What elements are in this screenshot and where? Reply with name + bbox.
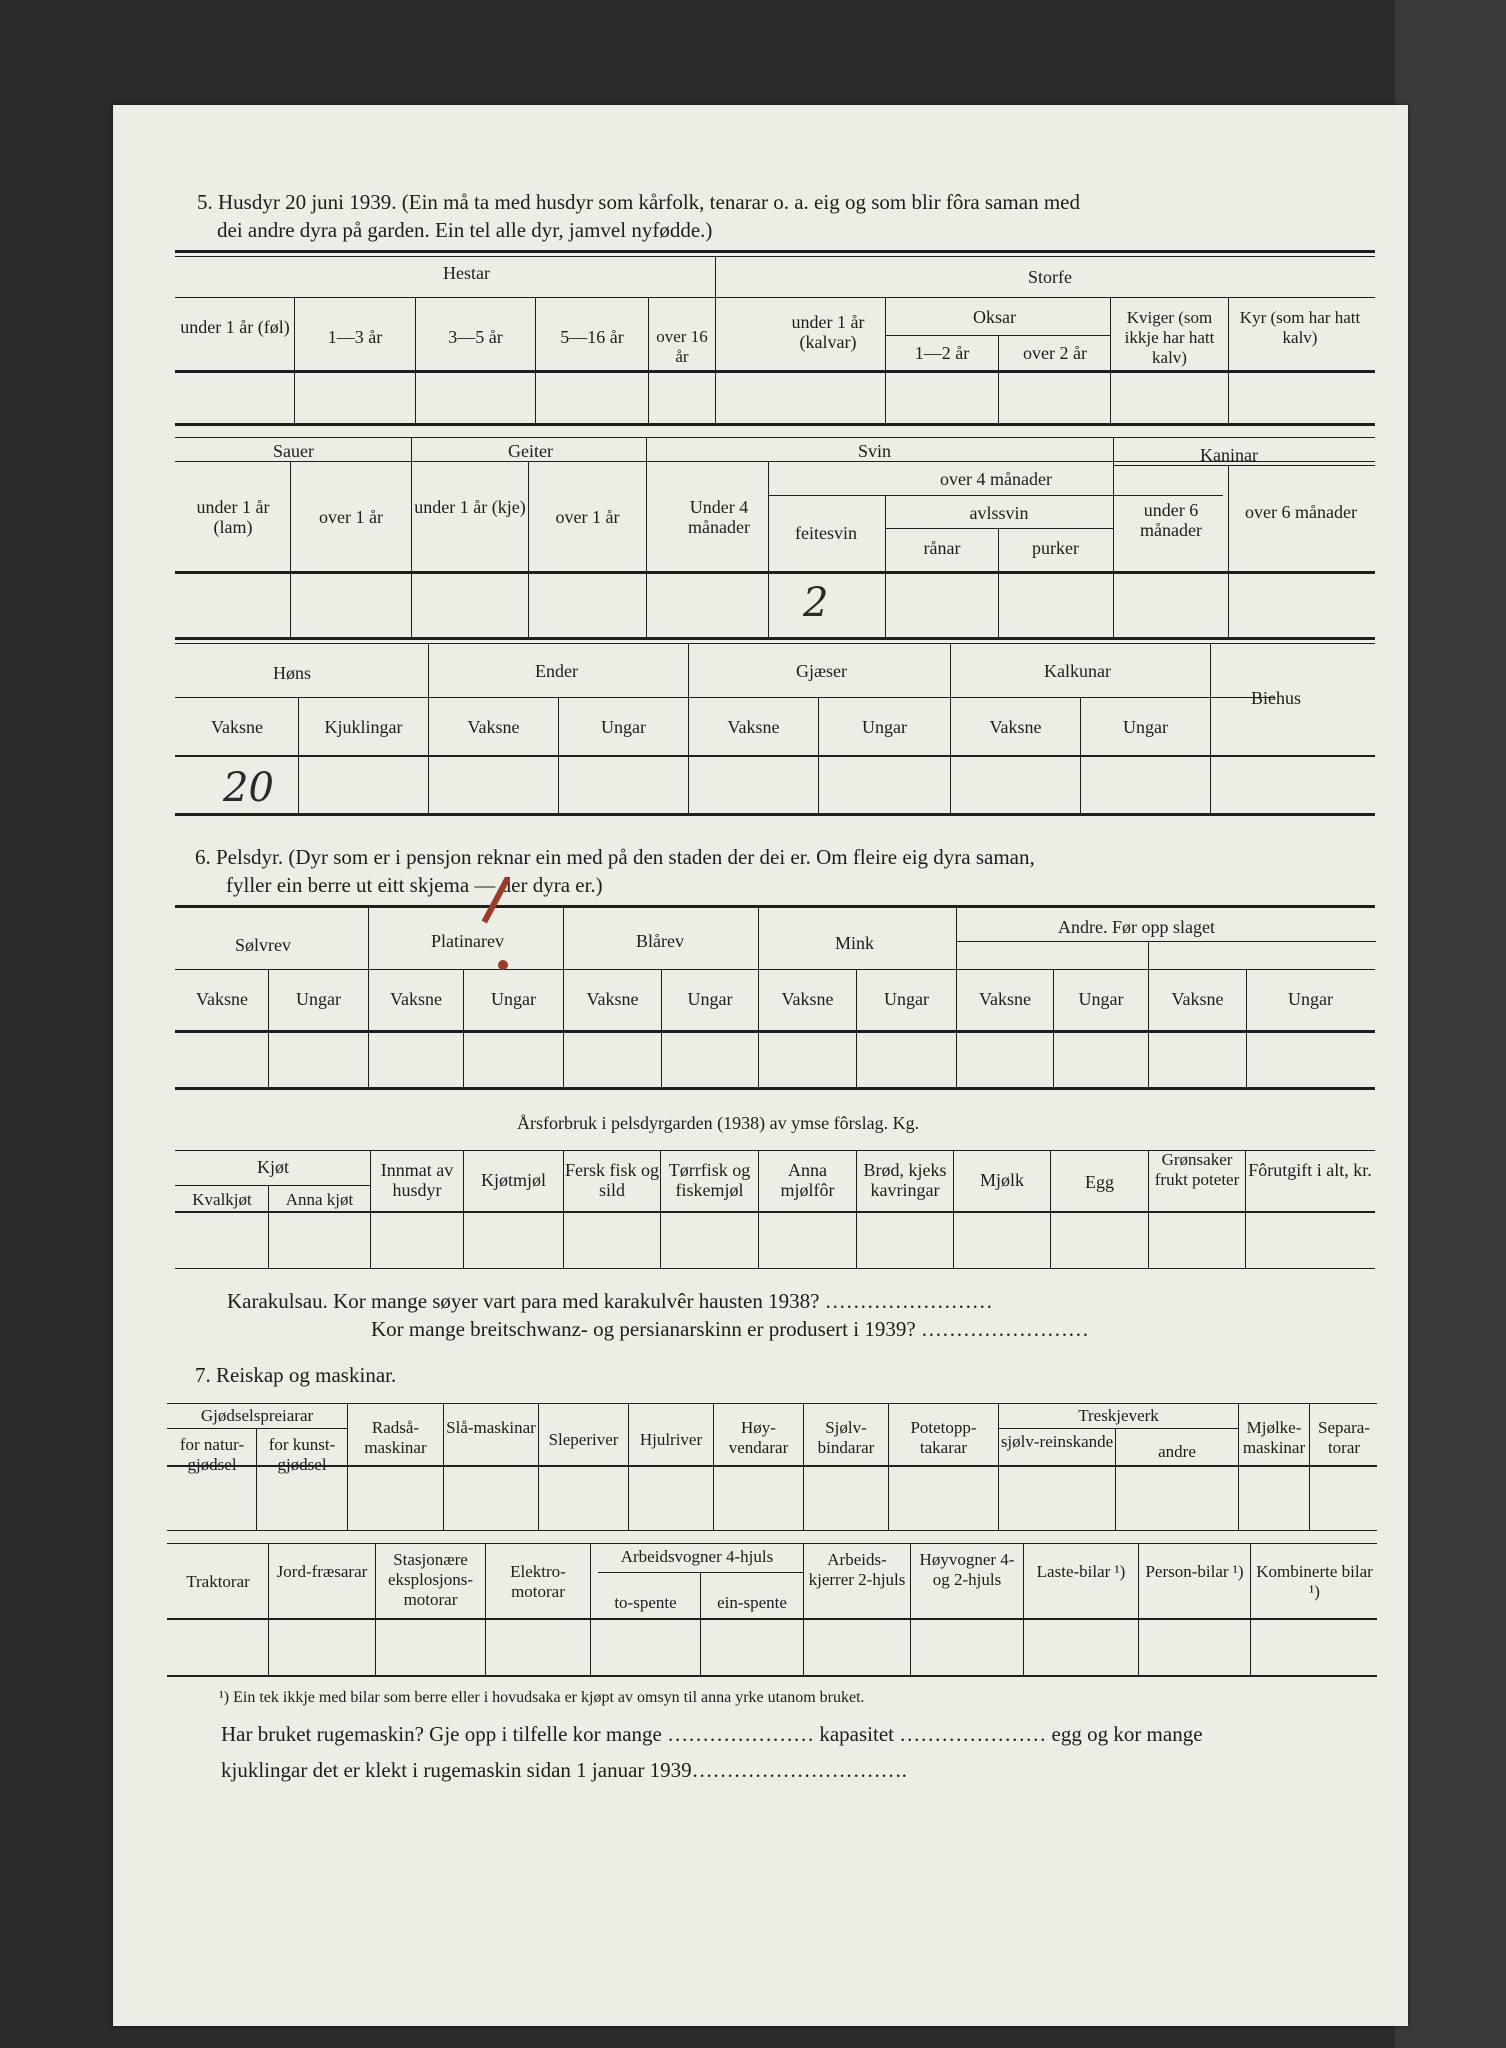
col-mink-ungar: Ungar <box>884 989 929 1009</box>
mink-header: Mink <box>835 933 875 953</box>
col-svin-under4: Under 4 månader <box>688 497 750 537</box>
col-kviger: Kviger (som ikkje har hatt kalv) <box>1124 308 1215 367</box>
blarev-header: Blårev <box>636 931 684 951</box>
scanner-edge <box>1395 0 1506 2048</box>
col-lastebilar: Laste-bilar ¹) <box>1036 1562 1126 1581</box>
col-kalkunar-ungar: Ungar <box>1123 717 1168 737</box>
col-hoyvendarar: Høy-vendarar <box>728 1418 789 1457</box>
col-blarev-vaksne: Vaksne <box>586 989 639 1009</box>
sauer-header: Sauer <box>273 441 314 461</box>
hons-vaksne-value: 20 <box>223 765 274 811</box>
col-elektromotorar: Elektro-motorar <box>510 1562 566 1601</box>
col-hjulriver: Hjulriver <box>639 1430 703 1449</box>
col-kje: under 1 år (kje) <box>414 497 526 517</box>
kjot-header: Kjøt <box>256 1157 289 1177</box>
solvrev-header: Sølvrev <box>235 935 291 955</box>
col-egg: Egg <box>1085 1172 1114 1192</box>
col-hoyvogner: Høyvogner 4- og 2-hjuls <box>919 1550 1015 1589</box>
col-anna-mjolfor: Anna mjølfôr <box>780 1160 835 1200</box>
col-geit-over1: over 1 år <box>555 507 620 527</box>
col-arbeidskjerrer: Arbeids-kjerrer 2-hjuls <box>808 1550 906 1589</box>
col-fersk-fisk: Fersk fisk og sild <box>565 1160 659 1200</box>
col-separatorar: Separa-torar <box>1318 1418 1370 1457</box>
hons-header: Høns <box>273 663 312 683</box>
arsforbruk-title: Årsforbruk i pelsdyrgarden (1938) av ymse fôrslag. Kg. <box>517 1113 920 1133</box>
col-kombinerte-bilar: Kombinerte bilar ¹) <box>1256 1562 1373 1601</box>
col-andre1-vaksne: Vaksne <box>979 989 1031 1009</box>
karakul-line1: Karakulsau. Kor mange søyer vart para med karakulvêr hausten 1938? …………………… <box>227 1289 993 1313</box>
col-torrfisk: Tørrfisk og fiskemjøl <box>668 1160 751 1200</box>
section5-intro-line1: 5. Husdyr 20 juni 1939. (Ein må ta med husdyr som kårfolk, tenarar o. a. eig og som blir fôra saman med <box>197 190 1080 214</box>
svin-over4-header: over 4 månader <box>940 469 1052 489</box>
col-feitesvin: feitesvin <box>795 523 857 543</box>
col-hest-over16: over 16 år <box>656 327 708 366</box>
col-ein-spente: ein-spente <box>717 1593 787 1612</box>
col-traktorar: Traktorar <box>186 1572 250 1591</box>
col-to-spente: to-spente <box>614 1593 677 1612</box>
col-andre2-vaksne: Vaksne <box>1171 989 1224 1009</box>
kalkunar-header: Kalkunar <box>1044 661 1111 681</box>
col-platinarev-ungar: Ungar <box>491 989 536 1009</box>
col-treskjeverk-andre: andre <box>1158 1442 1196 1461</box>
col-ender-vaksne: Vaksne <box>467 717 520 737</box>
col-stasjonaere-motorar: Stasjonære eksplosjons-motorar <box>388 1550 473 1609</box>
col-kalkunar-vaksne: Vaksne <box>989 717 1042 737</box>
platinarev-header: Platinarev <box>431 931 504 951</box>
col-forutgift: Fôrutgift i alt, kr. <box>1248 1160 1372 1180</box>
col-kunstgjodsel: for kunst-gjødsel <box>268 1435 336 1474</box>
col-andre1-ungar: Ungar <box>1078 989 1124 1009</box>
gjaeser-header: Gjæser <box>796 661 847 681</box>
col-solvrev-vaksne: Vaksne <box>196 989 248 1009</box>
col-brod: Brød, kjeks kavringar <box>863 1160 947 1200</box>
col-slamaskinar: Slå-maskinar <box>446 1418 536 1437</box>
col-personbilar: Person-bilar ¹) <box>1145 1562 1244 1581</box>
col-mjolkemaskinar: Mjølke-maskinar <box>1242 1418 1306 1457</box>
col-hest-5-16: 5—16 år <box>560 327 624 347</box>
col-kvalkjot: Kvalkjøt <box>192 1190 252 1209</box>
kaninar-header: Kaninar <box>1200 445 1258 465</box>
andre-header: Andre. Før opp slaget <box>1058 917 1215 937</box>
avlssvin-header: avlssvin <box>969 503 1029 523</box>
arbeidsvogner-header: Arbeidsvogner 4-hjuls <box>620 1547 774 1566</box>
col-sjolvreinskande: sjølv-reinskande <box>1000 1432 1114 1451</box>
col-platinarev-vaksne: Vaksne <box>390 989 442 1009</box>
section7-title: 7. Reiskap og maskinar. <box>195 1363 397 1387</box>
col-purker: purker <box>1032 538 1079 558</box>
col-innmat: Innmat av husdyr <box>380 1160 454 1200</box>
col-radsamaskinar: Radså-maskinar <box>364 1418 427 1457</box>
biehus-header: Biehus <box>1251 688 1302 708</box>
col-sjolvbindarar: Sjølv-bindarar <box>817 1418 875 1457</box>
col-sau-over1: over 1 år <box>319 507 383 527</box>
col-hons-vaksne: Vaksne <box>211 717 263 737</box>
hestar-header: Hestar <box>443 263 490 283</box>
col-solvrev-ungar: Ungar <box>296 989 341 1009</box>
col-andre2-ungar: Ungar <box>1288 989 1333 1009</box>
col-oksar-over2: over 2 år <box>1023 343 1087 363</box>
geiter-header: Geiter <box>508 441 553 461</box>
section5-intro-line2: dei andre dyra på garden. Ein tel alle dyr, jamvel nyfødde.) <box>217 218 713 242</box>
col-sleperiver: Sleperiver <box>548 1430 619 1449</box>
treskjeverk-header: Treskjeverk <box>1078 1406 1159 1425</box>
col-kanin-under6: under 6 månader <box>1140 500 1202 540</box>
red-pencil-dot <box>498 960 508 970</box>
col-kjotmjol: Kjøtmjøl <box>480 1170 546 1190</box>
ender-header: Ender <box>535 661 578 681</box>
gjodselspreiarar-header: Gjødselspreiarar <box>200 1406 314 1425</box>
rugemaskin-line2: kjuklingar det er klekt i rugemaskin sidan 1 januar 1939…………………………. <box>221 1758 907 1782</box>
col-kalvar: under 1 år (kalvar) <box>791 312 865 352</box>
col-annakjot: Anna kjøt <box>285 1190 354 1209</box>
col-naturgjodsel: for natur-gjødsel <box>179 1435 245 1474</box>
storfe-header: Storfe <box>1028 267 1072 287</box>
col-ranar: rånar <box>923 538 961 558</box>
section6-intro-line2: fyller ein berre ut eitt skjema — der dyra er.) <box>226 873 603 897</box>
col-gronsaker: Grønsaker frukt poteter <box>1154 1150 1240 1189</box>
col-jordfraesarar: Jord-fræsarar <box>276 1562 368 1581</box>
col-hons-kjuklingar: Kjuklingar <box>324 717 403 737</box>
col-oksar-1-2: 1—2 år <box>914 343 970 363</box>
oksar-header: Oksar <box>973 307 1016 327</box>
rugemaskin-line1: Har bruket rugemaskin? Gje opp i tilfelle kor mange ………………… kapasitet ………………… egg og kor mange <box>221 1722 1203 1746</box>
col-kanin-over6: over 6 månader <box>1245 502 1357 522</box>
col-ender-ungar: Ungar <box>601 717 646 737</box>
section6-intro-line1: 6. Pelsdyr. (Dyr som er i pensjon reknar ein med på den staden der dei er. Om fleire eig dyra saman, <box>195 845 1035 869</box>
col-blarev-ungar: Ungar <box>687 989 733 1009</box>
col-potetopptakarar: Potetopp-takarar <box>910 1418 977 1457</box>
census-form-page <box>113 105 1408 2026</box>
col-hest-3-5: 3—5 år <box>448 327 503 347</box>
footnote: ¹) Ein tek ikkje med bilar som berre eller i hovudsaka er kjøpt av omsyn til anna yrke utanom bruket. <box>219 1689 865 1706</box>
col-mink-vaksne: Vaksne <box>781 989 834 1009</box>
col-lam: under 1 år (lam) <box>196 497 270 537</box>
col-hest-1-3: 1—3 år <box>327 327 383 347</box>
svin-header: Svin <box>858 441 892 461</box>
col-gjaeser-ungar: Ungar <box>862 717 907 737</box>
karakul-line2: Kor mange breitschwanz- og persianarskinn er produsert i 1939? …………………… <box>371 1317 1089 1341</box>
col-mjolk: Mjølk <box>979 1170 1024 1190</box>
feitesvin-value: 2 <box>803 580 829 626</box>
col-hest-under1: under 1 år (føl) <box>180 317 290 337</box>
col-kyr: Kyr (som har hatt kalv) <box>1239 308 1361 347</box>
col-gjaeser-vaksne: Vaksne <box>727 717 780 737</box>
